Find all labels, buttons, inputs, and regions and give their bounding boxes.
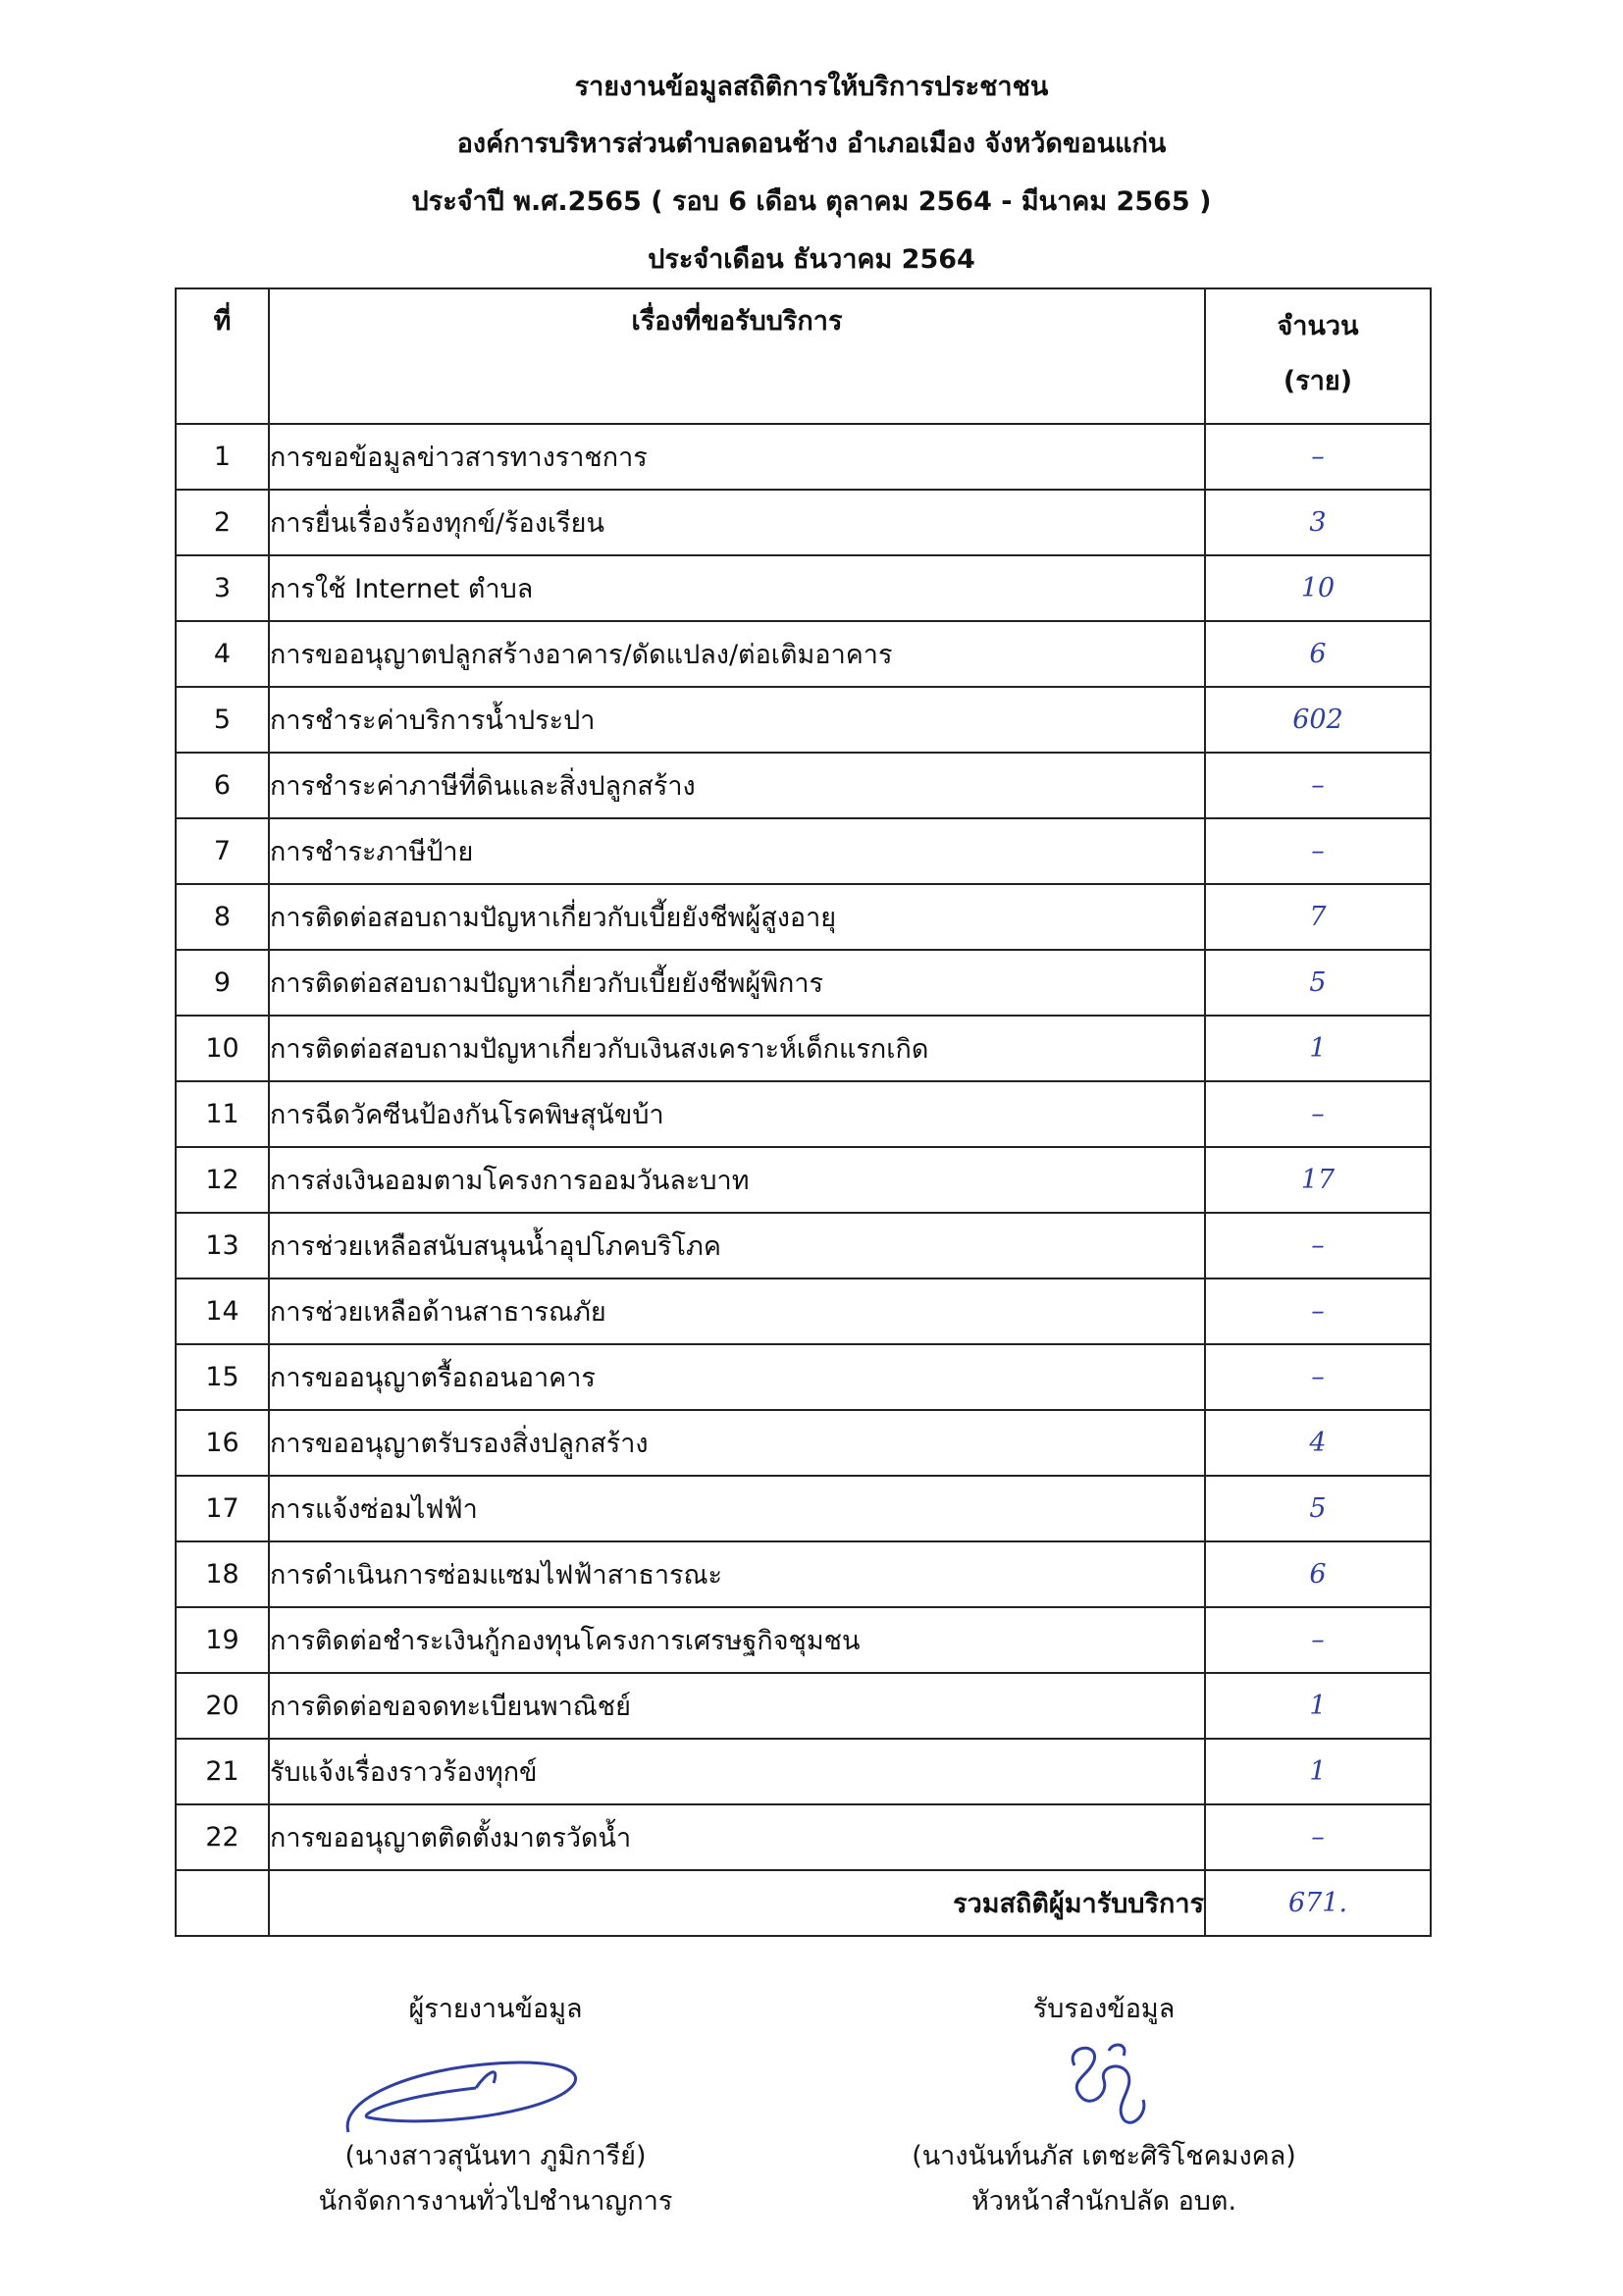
header-no: ที่: [176, 288, 269, 424]
table-row: [176, 1804, 1431, 1870]
row-service: การชำระค่าภาษีที่ดินและสิ่งปลูกสร้าง: [269, 753, 1205, 818]
row-service: การติดต่อสอบถามปัญหาเกี่ยวกับเงินสงเคราะห์เด็กแรกเกิด: [269, 1016, 1205, 1081]
service-statistics-table: [175, 287, 1432, 1937]
certifier-position: หัวหน้าสำนักปลัด อบต.: [970, 2186, 1237, 2217]
row-count: 3: [1205, 490, 1431, 555]
row-service: การช่วยเหลือด้านสาธารณภัย: [269, 1278, 1205, 1344]
header-count-label: จำนวน: [1277, 311, 1359, 341]
row-service: การช่วยเหลือสนับสนุนน้ำอุปโภคบริโภค: [269, 1213, 1205, 1278]
reporter-info: [304, 2134, 687, 2224]
row-number: 10: [176, 1016, 269, 1081]
row-service: การแจ้งซ่อมไฟฟ้า: [269, 1476, 1205, 1541]
row-service: การขออนุญาตรับรองสิ่งปลูกสร้าง: [269, 1410, 1205, 1476]
row-number: 9: [176, 950, 269, 1016]
row-count: –: [1205, 818, 1431, 884]
table-row: [176, 490, 1431, 555]
table-row: [176, 884, 1431, 950]
table-header-row: [176, 288, 1431, 424]
certifier-signature: [1055, 2036, 1163, 2134]
certifier-title: รับรองข้อมูล: [1032, 1994, 1176, 2024]
row-service: การขอข้อมูลข่าวสารทางราชการ: [269, 424, 1205, 490]
row-count: 1: [1205, 1016, 1431, 1081]
row-count: –: [1205, 1804, 1431, 1870]
table-row: [176, 687, 1431, 753]
row-number: 7: [176, 818, 269, 884]
row-count: 5: [1205, 950, 1431, 1016]
row-count: –: [1205, 1081, 1431, 1147]
row-number: 16: [176, 1410, 269, 1476]
row-count: 4: [1205, 1410, 1431, 1476]
row-count: 1: [1205, 1739, 1431, 1804]
row-service: การชำระค่าบริการน้ำประปา: [269, 687, 1205, 753]
row-service: การดำเนินการซ่อมแซมไฟฟ้าสาธารณะ: [269, 1541, 1205, 1607]
month-line: ประจำเดือน ธันวาคม 2564: [648, 244, 975, 275]
row-count: –: [1205, 1607, 1431, 1673]
fiscal-period-line: ประจำปี พ.ศ.2565 ( รอบ 6 เดือน ตุลาคม 2564 - มีนาคม 2565 ): [411, 186, 1212, 217]
row-service: การติดต่อชำระเงินกู้กองทุนโครงการเศรษฐกิจชุมชน: [269, 1607, 1205, 1673]
table-row: [176, 950, 1431, 1016]
row-number: 14: [176, 1278, 269, 1344]
row-count: 7: [1205, 884, 1431, 950]
organization-line: องค์การบริหารส่วนตำบลดอนช้าง อำเภอเมือง จังหวัดขอนแก่น: [456, 129, 1167, 159]
row-number: 13: [176, 1213, 269, 1278]
row-count: –: [1205, 1213, 1431, 1278]
row-number: 5: [176, 687, 269, 753]
row-count: 6: [1205, 1541, 1431, 1607]
row-count: 10: [1205, 555, 1431, 621]
row-service: การขออนุญาตปลูกสร้างอาคาร/ดัดแปลง/ต่อเติมอาคาร: [269, 621, 1205, 687]
header-service: เรื่องที่ขอรับบริการ: [269, 288, 1205, 424]
row-service: การติดต่อสอบถามปัญหาเกี่ยวกับเบี้ยยังชีพผู้สูงอายุ: [269, 884, 1205, 950]
certifier-block: [942, 1987, 1266, 2032]
row-number: 11: [176, 1081, 269, 1147]
table-row: [176, 1344, 1431, 1410]
certifier-info: [883, 2134, 1325, 2224]
reporter-block: [334, 1987, 657, 2032]
reporter-name: (นางสาวสุนันทา ภูมิการีย์): [344, 2141, 647, 2171]
row-number: 2: [176, 490, 269, 555]
row-service: การขออนุญาตติดตั้งมาตรวัดน้ำ: [269, 1804, 1205, 1870]
row-number: 8: [176, 884, 269, 950]
total-value: 671.: [1205, 1870, 1431, 1936]
table-row: [176, 424, 1431, 490]
table-row: [176, 818, 1431, 884]
table-row: [176, 1410, 1431, 1476]
table-row: [176, 1147, 1431, 1213]
row-count: –: [1205, 424, 1431, 490]
total-label: รวมสถิติผู้มารับบริการ: [269, 1870, 1205, 1936]
row-number: 21: [176, 1739, 269, 1804]
table-row: [176, 1607, 1431, 1673]
row-number: 17: [176, 1476, 269, 1541]
table-row: [176, 1541, 1431, 1607]
table-row: [176, 1213, 1431, 1278]
reporter-signature: [329, 2039, 613, 2147]
row-number: 4: [176, 621, 269, 687]
table-row: [176, 1016, 1431, 1081]
report-title: รายงานข้อมูลสถิติการให้บริการประชาชน: [574, 72, 1049, 102]
row-number: 19: [176, 1607, 269, 1673]
header-count-unit: (ราย): [1283, 366, 1353, 396]
total-empty-cell: [176, 1870, 269, 1936]
row-count: 602: [1205, 687, 1431, 753]
reporter-position: นักจัดการงานทั่วไปชำนาญการ: [318, 2186, 673, 2217]
row-count: 5: [1205, 1476, 1431, 1541]
row-number: 6: [176, 753, 269, 818]
row-count: 6: [1205, 621, 1431, 687]
table-row: [176, 1081, 1431, 1147]
row-service: การติดต่อสอบถามปัญหาเกี่ยวกับเบี้ยยังชีพผู้พิการ: [269, 950, 1205, 1016]
row-number: 22: [176, 1804, 269, 1870]
table-row: [176, 621, 1431, 687]
table-row: [176, 555, 1431, 621]
table-row: [176, 1476, 1431, 1541]
row-number: 15: [176, 1344, 269, 1410]
row-number: 18: [176, 1541, 269, 1607]
row-count: 17: [1205, 1147, 1431, 1213]
row-number: 20: [176, 1673, 269, 1739]
table-row: [176, 1278, 1431, 1344]
row-service: การชำระภาษีป้าย: [269, 818, 1205, 884]
row-count: –: [1205, 753, 1431, 818]
table-row: [176, 1673, 1431, 1739]
reporter-title: ผู้รายงานข้อมูล: [408, 1994, 583, 2024]
row-service: การใช้ Internet ตำบล: [269, 555, 1205, 621]
header-count: [1205, 288, 1431, 424]
row-service: การส่งเงินออมตามโครงการออมวันละบาท: [269, 1147, 1205, 1213]
row-number: 3: [176, 555, 269, 621]
row-count: –: [1205, 1344, 1431, 1410]
table-row: [176, 1739, 1431, 1804]
table-row: [176, 753, 1431, 818]
row-service: การติดต่อขอจดทะเบียนพาณิชย์: [269, 1673, 1205, 1739]
total-row: [176, 1870, 1431, 1936]
row-service: รับแจ้งเรื่องราวร้องทุกข์: [269, 1739, 1205, 1804]
certifier-name: (นางนันท์นภัส เตชะศิริโชคมงคล): [912, 2141, 1296, 2171]
row-count: –: [1205, 1278, 1431, 1344]
row-service: การขออนุญาตรื้อถอนอาคาร: [269, 1344, 1205, 1410]
row-service: การยื่นเรื่องร้องทุกข์/ร้องเรียน: [269, 490, 1205, 555]
row-count: 1: [1205, 1673, 1431, 1739]
row-number: 1: [176, 424, 269, 490]
row-service: การฉีดวัคซีนป้องกันโรคพิษสุนัขบ้า: [269, 1081, 1205, 1147]
row-number: 12: [176, 1147, 269, 1213]
